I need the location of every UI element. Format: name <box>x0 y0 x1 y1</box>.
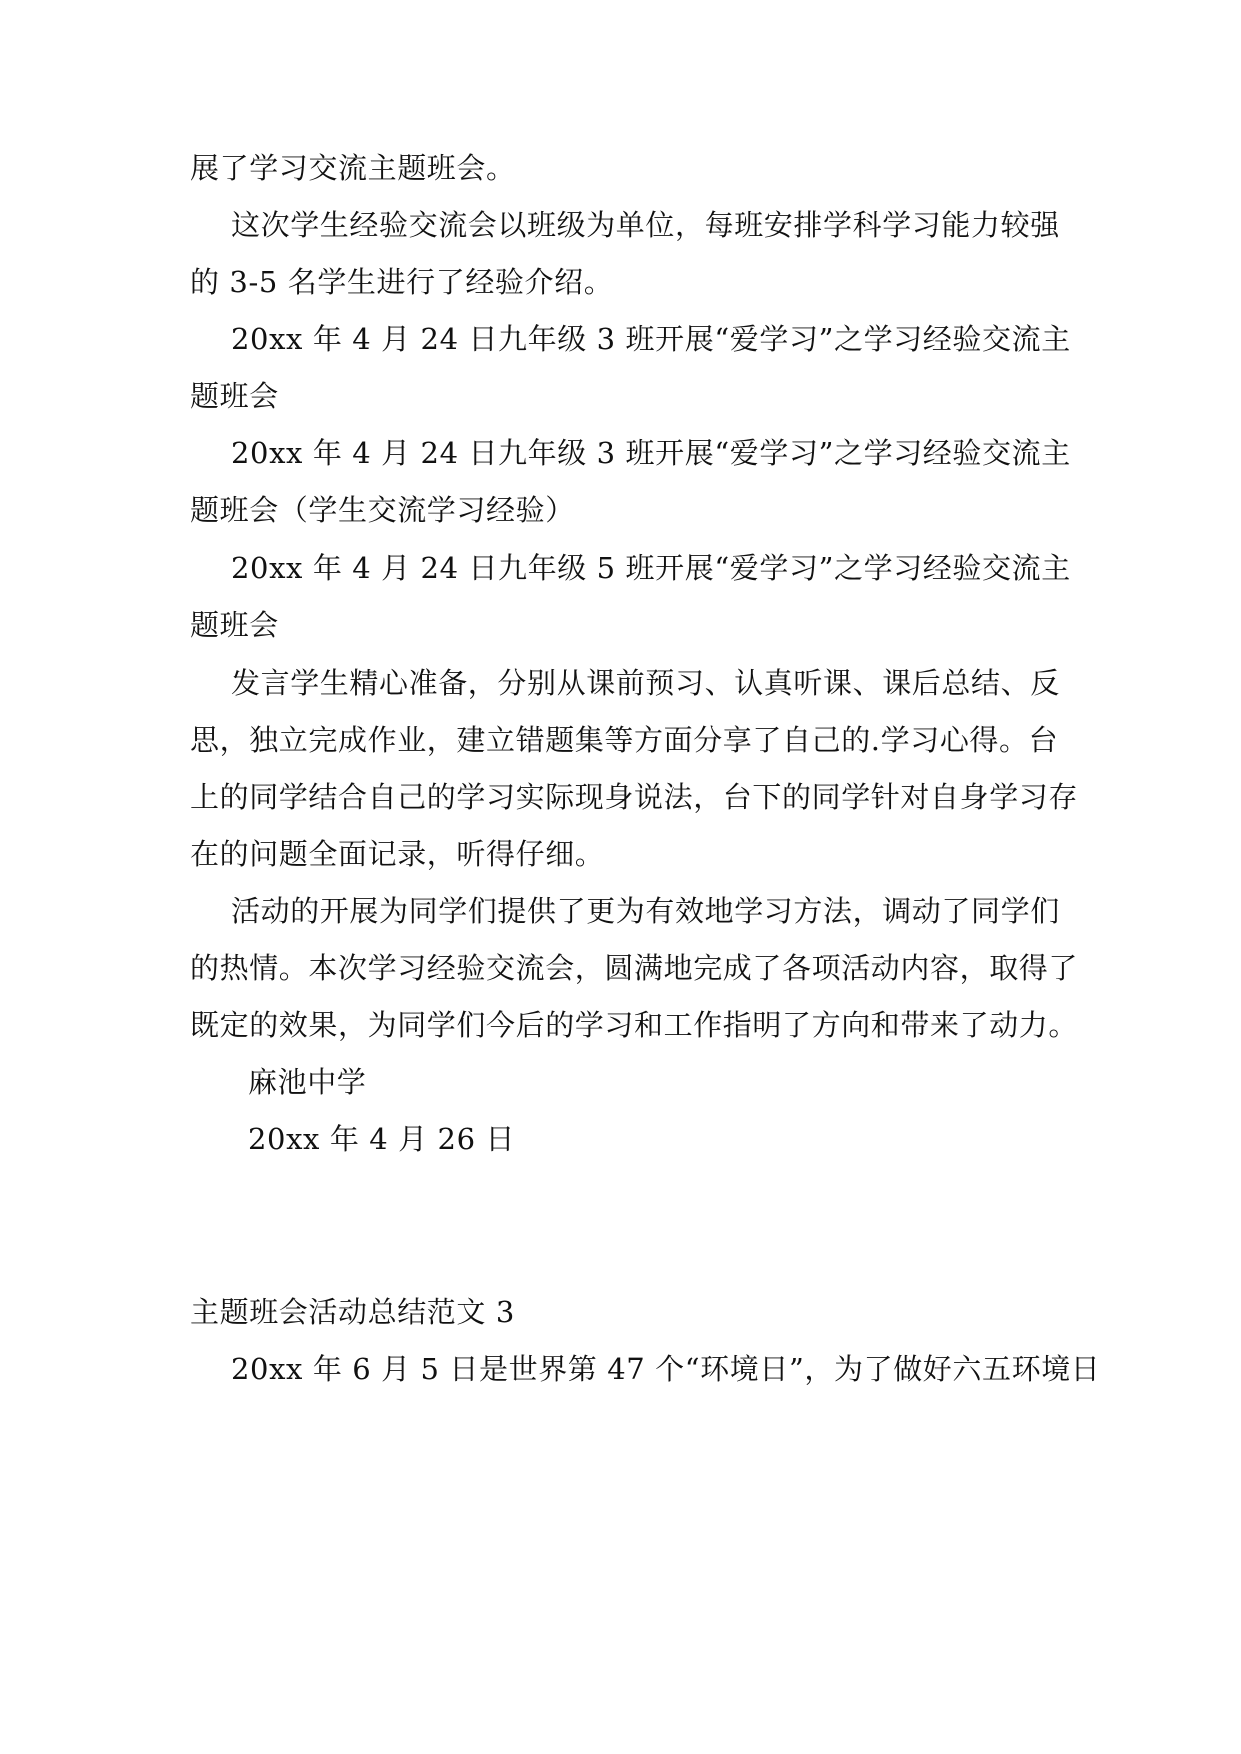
paragraph-line: 在的问题全面记录，听得仔细。 <box>190 837 605 871</box>
paragraph-line: 20xx 年 6 月 5 日是世界第 47 个“环境日”，为了做好六五环境日 <box>231 1352 1101 1386</box>
paragraph-line: 20xx 年 4 月 24 日九年级 5 班开展“爱学习”之学习经验交流主 <box>231 551 1071 585</box>
paragraph-line: 展了学习交流主题班会。 <box>190 151 516 185</box>
paragraph-line: 题班会 <box>190 608 279 642</box>
paragraph-line: 20xx 年 4 月 24 日九年级 3 班开展“爱学习”之学习经验交流主 <box>231 436 1071 470</box>
paragraph-line: 题班会 <box>190 379 279 413</box>
paragraph-line: 20xx 年 4 月 24 日九年级 3 班开展“爱学习”之学习经验交流主 <box>231 322 1071 356</box>
paragraph-line: 既定的效果，为同学们今后的学习和工作指明了方向和带来了动力。 <box>190 1008 1079 1042</box>
paragraph-line: 活动的开展为同学们提供了更为有效地学习方法，调动了同学们 <box>231 894 1060 928</box>
paragraph-line: 的 3-5 名学生进行了经验介绍。 <box>190 265 614 299</box>
paragraph-line: 题班会（学生交流学习经验） <box>190 493 575 527</box>
paragraph-line: 思，独立完成作业，建立错题集等方面分享了自己的.学习心得。台 <box>190 723 1059 757</box>
paragraph-line: 发言学生精心准备，分别从课前预习、认真听课、课后总结、反 <box>231 666 1060 700</box>
section-title: 主题班会活动总结范文 3 <box>190 1295 515 1329</box>
paragraph-line: 上的同学结合自己的学习实际现身说法，台下的同学针对自身学习存 <box>190 780 1079 814</box>
signature-date: 20xx 年 4 月 26 日 <box>248 1122 516 1156</box>
signature-school: 麻池中学 <box>248 1065 367 1099</box>
paragraph-line: 的热情。本次学习经验交流会，圆满地完成了各项活动内容，取得了 <box>190 951 1079 985</box>
paragraph-line: 这次学生经验交流会以班级为单位，每班安排学科学习能力较强 <box>231 208 1060 242</box>
